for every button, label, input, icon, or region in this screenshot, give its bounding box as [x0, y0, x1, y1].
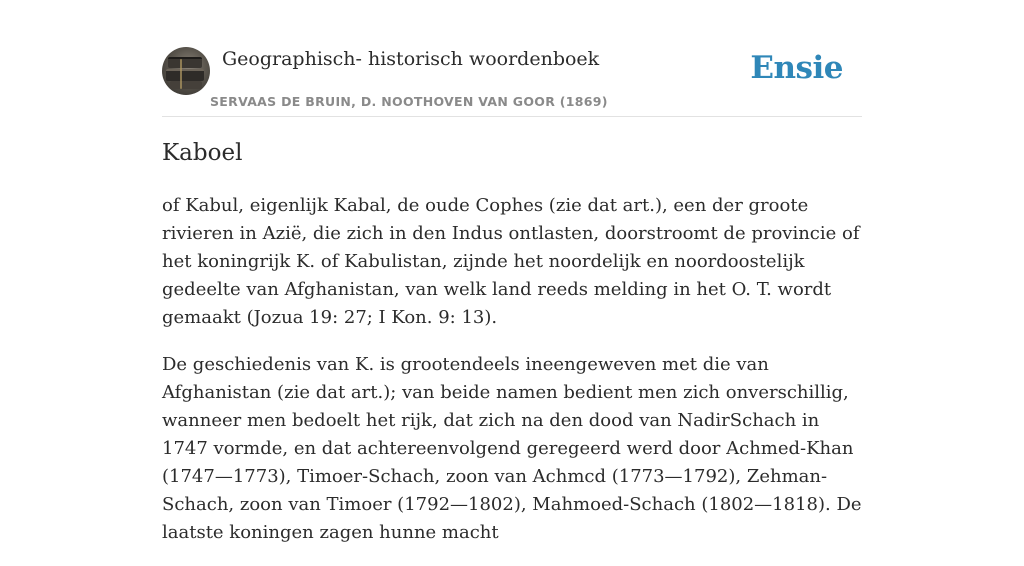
article-paragraph: De geschiedenis van K. is grootendeels ineengeweven met die van Afghanistan (zie dat art.); van beide namen bedient men zich onverschillig, wanneer men bedoelt het rijk, dat zich na den dood van NadirSchach in 1747 vormde, en dat achtereenvolgend geregeerd werd door Achmed-Khan (1747—1773), Timoer-Schach, zoon van Achmcd (1773—1792), Zehman-Schach, zoon van Timoer (1792—1802), Mahmoed-Schach (1802—1818). De laatste koningen zagen hunne macht: [162, 354, 862, 543]
article-title: Kaboel: [162, 140, 243, 166]
article-paragraph: of Kabul, eigenlijk Kabal, de oude Cophes (zie dat art.), een der groote rivieren in Azië, die zich in den Indus ontlasten, doorstroomt de provincie of het koningrijk K. of Kabulistan, zijnde het noordelijk en noordoostelijk gedeelte van Afghanistan, van welk land reeds melding in het O. T. wordt gemaakt (Jozua 19: 27; I Kon. 9: 13).: [162, 195, 860, 328]
article-body: [162, 192, 862, 566]
ensie-logo[interactable]: Ensie: [750, 50, 843, 86]
book-authors: SERVAAS DE BRUIN, D. NOOTHOVEN VAN GOOR (1869): [210, 94, 608, 109]
book-title[interactable]: Geographisch- historisch woordenboek: [222, 48, 600, 70]
book-header: [162, 46, 862, 117]
book-cover-avatar[interactable]: [162, 47, 210, 95]
